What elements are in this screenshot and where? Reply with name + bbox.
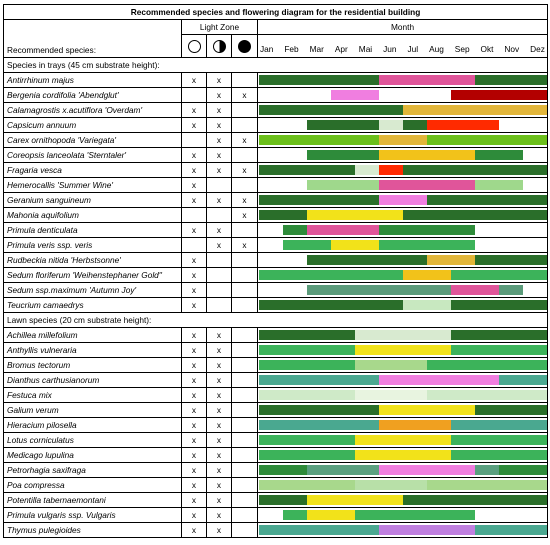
- light-zone-mark: x: [207, 133, 232, 148]
- section-label: Species in trays (45 cm substrate height):: [4, 58, 548, 73]
- light-zone-mark: x: [182, 373, 207, 388]
- flowering-chart-cell: [258, 328, 548, 343]
- flowering-bar: [355, 390, 427, 400]
- table-row: [4, 328, 548, 343]
- table-row: [4, 163, 548, 178]
- flowering-chart-cell: [258, 478, 548, 493]
- month-label: Aug: [429, 44, 444, 54]
- flowering-bar: [307, 225, 379, 235]
- flowering-chart-cell: [258, 493, 548, 508]
- table-row: [4, 508, 548, 523]
- species-name: Geranium sanguineum: [4, 193, 182, 208]
- flowering-bar: [451, 90, 547, 100]
- flowering-chart-cell: [258, 433, 548, 448]
- flowering-chart-cell: [258, 358, 548, 373]
- table-row: [4, 493, 548, 508]
- light-zone-mark: [182, 238, 207, 253]
- light-zone-mark: x: [182, 73, 207, 88]
- month-label: Dez: [530, 44, 545, 54]
- species-name: Primula veris ssp. veris: [4, 238, 182, 253]
- table-row: [4, 178, 548, 193]
- light-zone-mark: x: [207, 163, 232, 178]
- flowering-chart-cell: [258, 223, 548, 238]
- light-zone-mark: x: [182, 118, 207, 133]
- species-name: Hemerocallis 'Summer Wine': [4, 178, 182, 193]
- species-name: Bergenia cordifolia 'Abendglut': [4, 88, 182, 103]
- light-zone-mark: x: [182, 148, 207, 163]
- table-row: [4, 298, 548, 313]
- flowering-chart-cell: [258, 103, 548, 118]
- species-name: Sedum floriferum 'Weihenstephaner Gold'': [4, 268, 182, 283]
- flowering-chart-cell: [258, 523, 548, 538]
- light-zone-mark: x: [182, 103, 207, 118]
- light-zone-mark: x: [207, 433, 232, 448]
- species-name: Calamagrostis x.acutiflora 'Overdam': [4, 103, 182, 118]
- flowering-chart-cell: [258, 118, 548, 133]
- table-row: [4, 463, 548, 478]
- flowering-bar: [355, 330, 451, 340]
- species-table: [3, 4, 548, 538]
- species-name: Medicago lupulina: [4, 448, 182, 463]
- light-zone-mark: [232, 358, 258, 373]
- flowering-chart-cell: [258, 508, 548, 523]
- table-row: [4, 433, 548, 448]
- table-row: [4, 148, 548, 163]
- section-row: [4, 58, 548, 73]
- light-zone-mark: x: [207, 478, 232, 493]
- flowering-bar: [355, 165, 379, 175]
- month-label: Sep: [454, 44, 470, 54]
- flowering-chart-cell: [258, 208, 548, 223]
- light-zone-mark: x: [182, 358, 207, 373]
- light-zone-mark: [232, 418, 258, 433]
- light-zone-mark: x: [207, 223, 232, 238]
- light-zone-mark: x: [182, 268, 207, 283]
- light-zone-mark: x: [182, 328, 207, 343]
- half-shade-icon: [213, 40, 226, 53]
- species-name: Galium verum: [4, 403, 182, 418]
- flowering-chart-cell: [258, 163, 548, 178]
- light-zone-mark: x: [207, 73, 232, 88]
- table-row: [4, 283, 548, 298]
- flowering-chart-cell: [258, 418, 548, 433]
- species-name: Rudbeckia nitida 'Herbstsonne': [4, 253, 182, 268]
- flowering-chart-cell: [258, 283, 548, 298]
- month-label: Nov: [504, 44, 520, 54]
- light-zone-mark: [232, 103, 258, 118]
- flowering-bar: [379, 375, 499, 385]
- light-zone-mark: x: [182, 448, 207, 463]
- table-row: [4, 343, 548, 358]
- flowering-chart-cell: [258, 388, 548, 403]
- light-zone-mark: [232, 223, 258, 238]
- light-zone-mark: x: [182, 283, 207, 298]
- flowering-chart-cell: [258, 268, 548, 283]
- light-zone-mark: [232, 178, 258, 193]
- flowering-bar: [403, 105, 547, 115]
- flowering-bar: [331, 240, 379, 250]
- light-zone-mark: [232, 268, 258, 283]
- light-zone-mark: [232, 448, 258, 463]
- light-zone-mark: [207, 298, 232, 313]
- flowering-bar: [259, 165, 547, 175]
- species-name: Coreopsis lanceolata 'Sterntaler': [4, 148, 182, 163]
- species-name: Achillea millefolium: [4, 328, 182, 343]
- light-zone-mark: [182, 133, 207, 148]
- section-row: [4, 313, 548, 328]
- light-zone-mark: [232, 343, 258, 358]
- light-zone-mark: x: [207, 388, 232, 403]
- light-zone-mark: x: [207, 328, 232, 343]
- flowering-bar: [379, 150, 475, 160]
- flowering-bar: [379, 420, 451, 430]
- table-row: [4, 403, 548, 418]
- table-row: [4, 118, 548, 133]
- light-zone-mark: [232, 508, 258, 523]
- month-label: Feb: [284, 44, 299, 54]
- light-zone-mark: x: [232, 208, 258, 223]
- light-zone-mark: [207, 178, 232, 193]
- flowering-chart-cell: [258, 193, 548, 208]
- table-row: [4, 88, 548, 103]
- light-zone-mark: x: [182, 433, 207, 448]
- header-row-1: [4, 20, 548, 35]
- species-name: Petrorhagia saxifraga: [4, 463, 182, 478]
- flowering-chart-cell: [258, 253, 548, 268]
- flowering-chart-cell: [258, 73, 548, 88]
- flowering-bar: [355, 450, 451, 460]
- light-zone-mark: x: [232, 238, 258, 253]
- flowering-bar: [379, 180, 475, 190]
- light-zone-mark: [232, 118, 258, 133]
- light-zone-mark: x: [207, 193, 232, 208]
- light-zone-mark: x: [182, 418, 207, 433]
- month-label: Jan: [260, 44, 274, 54]
- flowering-bar: [307, 495, 403, 505]
- light-zone-mark: x: [182, 508, 207, 523]
- table-row: [4, 73, 548, 88]
- light-zone-mark: x: [182, 478, 207, 493]
- title-row: [4, 5, 548, 20]
- flowering-bar: [355, 480, 427, 490]
- table-row: [4, 523, 548, 538]
- light-zone-mark: [232, 328, 258, 343]
- flowering-bar: [379, 465, 475, 475]
- light-zone-mark: x: [207, 418, 232, 433]
- section-label: Lawn species (20 cm substrate height):: [4, 313, 548, 328]
- flowering-chart-cell: [258, 343, 548, 358]
- table-row: [4, 103, 548, 118]
- species-name: Dianthus carthusianorum: [4, 373, 182, 388]
- light-zone-mark: [232, 433, 258, 448]
- light-zone-mark: [182, 88, 207, 103]
- light-zone-mark: [232, 463, 258, 478]
- light-zone-mark: x: [182, 523, 207, 538]
- flowering-bar: [307, 510, 355, 520]
- light-zone-mark: [207, 283, 232, 298]
- sun-full-icon: [188, 40, 201, 53]
- light-zone-mark: [232, 523, 258, 538]
- light-zone-mark: x: [182, 463, 207, 478]
- table-row: [4, 253, 548, 268]
- species-name: Carex ornithopoda 'Variegata': [4, 133, 182, 148]
- flowering-bar: [379, 75, 475, 85]
- table-row: [4, 373, 548, 388]
- light-zone-mark: x: [207, 403, 232, 418]
- flowering-chart-cell: [258, 88, 548, 103]
- month-label: Mar: [309, 44, 324, 54]
- light-zone-mark: x: [182, 403, 207, 418]
- light-zone-mark: x: [232, 88, 258, 103]
- light-zone-mark: x: [207, 358, 232, 373]
- light-zone-mark: x: [182, 163, 207, 178]
- light-zone-mark: x: [182, 253, 207, 268]
- table-row: [4, 223, 548, 238]
- month-label: Mai: [358, 44, 373, 54]
- species-name: Antirrhinum majus: [4, 73, 182, 88]
- species-name: Primula vulgaris ssp. Vulgaris: [4, 508, 182, 523]
- table-row: [4, 388, 548, 403]
- table-row: [4, 208, 548, 223]
- species-name: Lotus corniculatus: [4, 433, 182, 448]
- light-zone-mark: x: [207, 523, 232, 538]
- table-row: [4, 358, 548, 373]
- species-name: Primula denticulata: [4, 223, 182, 238]
- light-zone-mark: x: [207, 118, 232, 133]
- flowering-bar: [355, 345, 451, 355]
- table-row: [4, 478, 548, 493]
- species-name: Anthyllis vulneraria: [4, 343, 182, 358]
- light-zone-mark: x: [182, 388, 207, 403]
- flowering-bar: [259, 210, 547, 220]
- flowering-chart-cell: [258, 463, 548, 478]
- recommended-species-label: Recommended species:: [4, 20, 182, 58]
- month-label: Apr: [334, 44, 348, 54]
- flowering-bar: [427, 120, 499, 130]
- light-zone-mark: x: [207, 238, 232, 253]
- flowering-bar: [403, 300, 451, 310]
- flowering-chart-cell: [258, 298, 548, 313]
- light-zone-mark: x: [182, 178, 207, 193]
- flowering-chart-cell: [258, 133, 548, 148]
- species-name: Thymus pulegioides: [4, 523, 182, 538]
- light-zone-mark: x: [207, 343, 232, 358]
- light-zone-mark: [232, 403, 258, 418]
- flowering-bar: [451, 285, 499, 295]
- flowering-bar: [379, 195, 427, 205]
- light-zone-mark: x: [232, 133, 258, 148]
- flowering-bar: [379, 405, 475, 415]
- light-zone-mark: x: [182, 298, 207, 313]
- flowering-chart-cell: [258, 373, 548, 388]
- light-zone-header: Light Zone: [182, 20, 258, 35]
- flowering-bar: [331, 90, 379, 100]
- light-zone-mark: x: [232, 163, 258, 178]
- light-zone-mark: [232, 388, 258, 403]
- light-zone-mark: [207, 253, 232, 268]
- species-name: Bromus tectorum: [4, 358, 182, 373]
- species-name: Poa compressa: [4, 478, 182, 493]
- table-row: [4, 193, 548, 208]
- light-zone-mark: x: [207, 508, 232, 523]
- light-zone-mark: x: [182, 193, 207, 208]
- light-zone-mark: [207, 208, 232, 223]
- flowering-bar: [379, 120, 403, 130]
- light-zone-mark: x: [232, 193, 258, 208]
- month-label: Jul: [407, 44, 419, 54]
- light-zone-mark: [182, 208, 207, 223]
- flowering-chart-cell: [258, 403, 548, 418]
- table-row: [4, 418, 548, 433]
- light-zone-mark: x: [207, 448, 232, 463]
- flowering-bar: [379, 135, 427, 145]
- flowering-bar: [307, 210, 403, 220]
- light-zone-mark: x: [182, 493, 207, 508]
- month-axis: [258, 35, 548, 58]
- light-zone-mark: [232, 283, 258, 298]
- light-zone-mark: [232, 253, 258, 268]
- flowering-chart-cell: [258, 148, 548, 163]
- light-zone-mark: x: [207, 88, 232, 103]
- flowering-bar: [259, 495, 547, 505]
- species-name: Potentilla tabernaemontani: [4, 493, 182, 508]
- flowering-bar: [355, 360, 427, 370]
- flowering-bar: [355, 435, 451, 445]
- table-row: [4, 133, 548, 148]
- table-row: [4, 268, 548, 283]
- month-header: Month: [258, 20, 548, 35]
- light-zone-mark: [232, 148, 258, 163]
- flowering-bar: [379, 525, 475, 535]
- light-zone-mark: x: [207, 463, 232, 478]
- species-name: Festuca mix: [4, 388, 182, 403]
- flowering-chart-cell: [258, 178, 548, 193]
- species-name: Sedum ssp.maximum 'Autumn Joy': [4, 283, 182, 298]
- flowering-bar: [427, 255, 475, 265]
- month-label: Jun: [383, 44, 397, 54]
- table-row: [4, 238, 548, 253]
- species-name: Fragaria vesca: [4, 163, 182, 178]
- light-zone-mark: x: [207, 148, 232, 163]
- light-zone-mark: x: [182, 343, 207, 358]
- species-name: Mahonia aquifolium: [4, 208, 182, 223]
- light-zone-mark: x: [207, 493, 232, 508]
- light-zone-mark: x: [207, 373, 232, 388]
- light-zone-mark: x: [182, 223, 207, 238]
- light-zone-mark: [207, 268, 232, 283]
- species-name: Hieracium pilosella: [4, 418, 182, 433]
- light-zone-mark: [232, 373, 258, 388]
- table-title: Recommended species and flowering diagram for the residential building: [4, 5, 548, 20]
- flowering-bar: [283, 240, 475, 250]
- month-label: Okt: [480, 44, 494, 54]
- light-zone-mark: x: [207, 103, 232, 118]
- light-zone-mark: [232, 493, 258, 508]
- species-name: Teucrium camaedrys: [4, 298, 182, 313]
- light-zone-mark: [232, 478, 258, 493]
- table-row: [4, 448, 548, 463]
- flowering-chart-cell: [258, 448, 548, 463]
- flowering-chart-cell: [258, 238, 548, 253]
- species-name: Capsicum annuum: [4, 118, 182, 133]
- flowering-bar: [379, 165, 403, 175]
- shade-icon: [238, 40, 251, 53]
- light-zone-mark: [232, 298, 258, 313]
- flowering-bar: [403, 270, 451, 280]
- light-zone-mark: [232, 73, 258, 88]
